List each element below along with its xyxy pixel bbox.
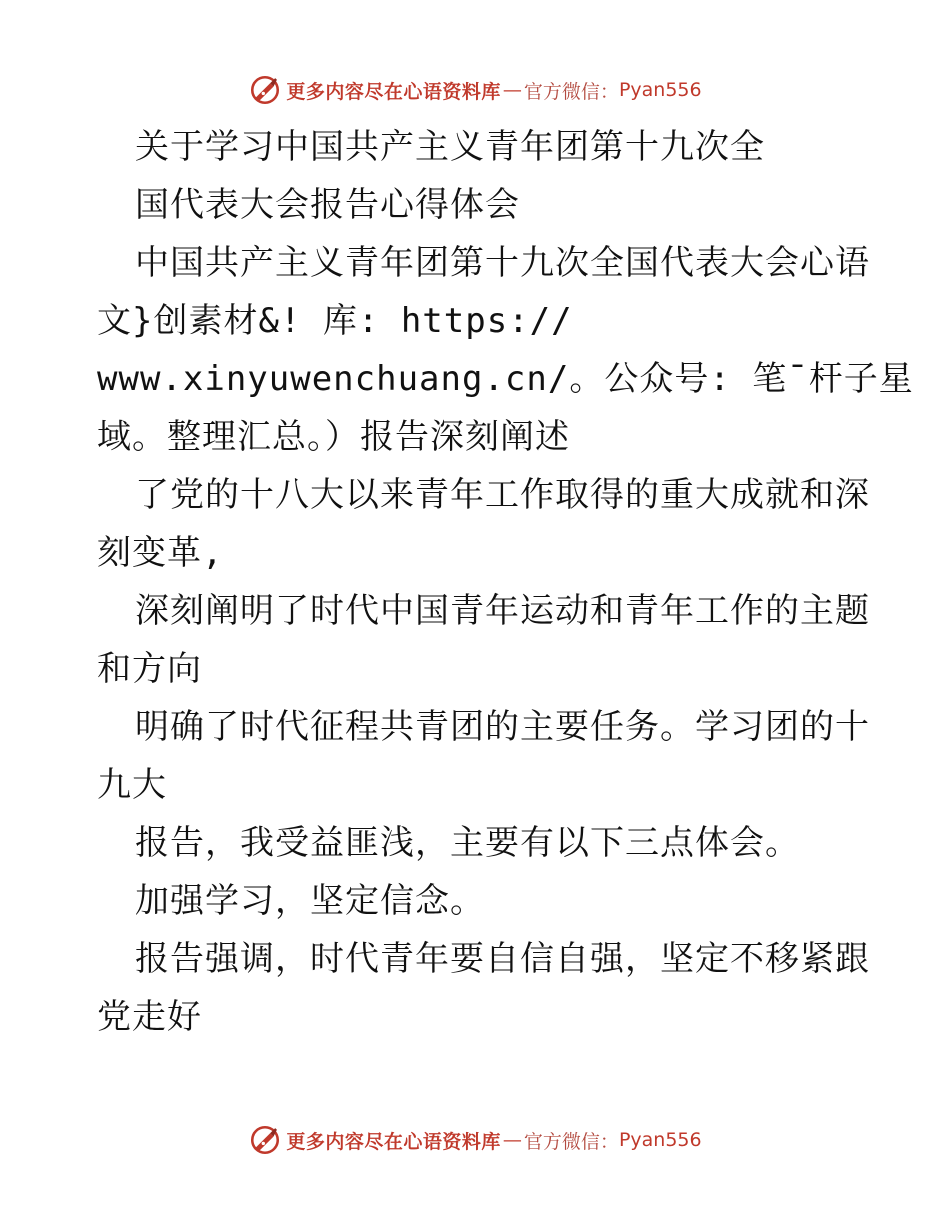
text-line: 报告，我受益匪浅，主要有以下三点体会。 (135, 823, 800, 863)
header-banner (0, 70, 950, 110)
text-line: 和方向 (97, 649, 202, 689)
text-line: 刻变革, (97, 533, 224, 573)
text-line: 明确了时代征程共青团的主要任务。学习团的十 (135, 707, 870, 747)
document-body (97, 118, 914, 1046)
banner-dash: — (502, 79, 522, 101)
banner-label: 官方微信： (523, 80, 619, 103)
text-line: 关于学习中国共产主义青年团第十九次全 (135, 127, 765, 167)
text-line: 党走好 (97, 997, 202, 1037)
text-line: 报告强调，时代青年要自信自强，坚定不移紧跟 (135, 939, 870, 979)
text-line: 加强学习，坚定信念。 (135, 881, 485, 921)
text-line: 九大 (97, 765, 167, 805)
text-line: 中国共产主义青年团第十九次全国代表大会心语 (135, 243, 870, 283)
banner-text: 更多内容尽在心语资料库 (286, 80, 501, 103)
banner-wechat-id: Pyan556 (618, 1129, 702, 1151)
text-line: 了党的十八大以来青年工作取得的重大成就和深 (135, 475, 870, 515)
pen-nib-logo-icon (248, 73, 282, 107)
banner-dash: — (502, 1129, 522, 1151)
banner-text: 更多内容尽在心语资料库 (286, 1130, 501, 1153)
text-line: 深刻阐明了时代中国青年运动和青年工作的主题 (135, 591, 870, 631)
text-line: www.xinyuwenchuang.cn/。公众号: 笔¯杆子星 (97, 359, 914, 399)
text-line: 国代表大会报告心得体会 (135, 185, 520, 225)
banner-wechat-id: Pyan556 (618, 79, 702, 101)
text-line: 文}创素材&! 库: https:// (97, 301, 573, 341)
pen-nib-logo-icon (248, 1123, 282, 1157)
banner-label: 官方微信： (523, 1130, 619, 1153)
text-line: 域。整理汇总。）报告深刻阐述 (97, 417, 570, 457)
footer-banner (0, 1120, 950, 1160)
